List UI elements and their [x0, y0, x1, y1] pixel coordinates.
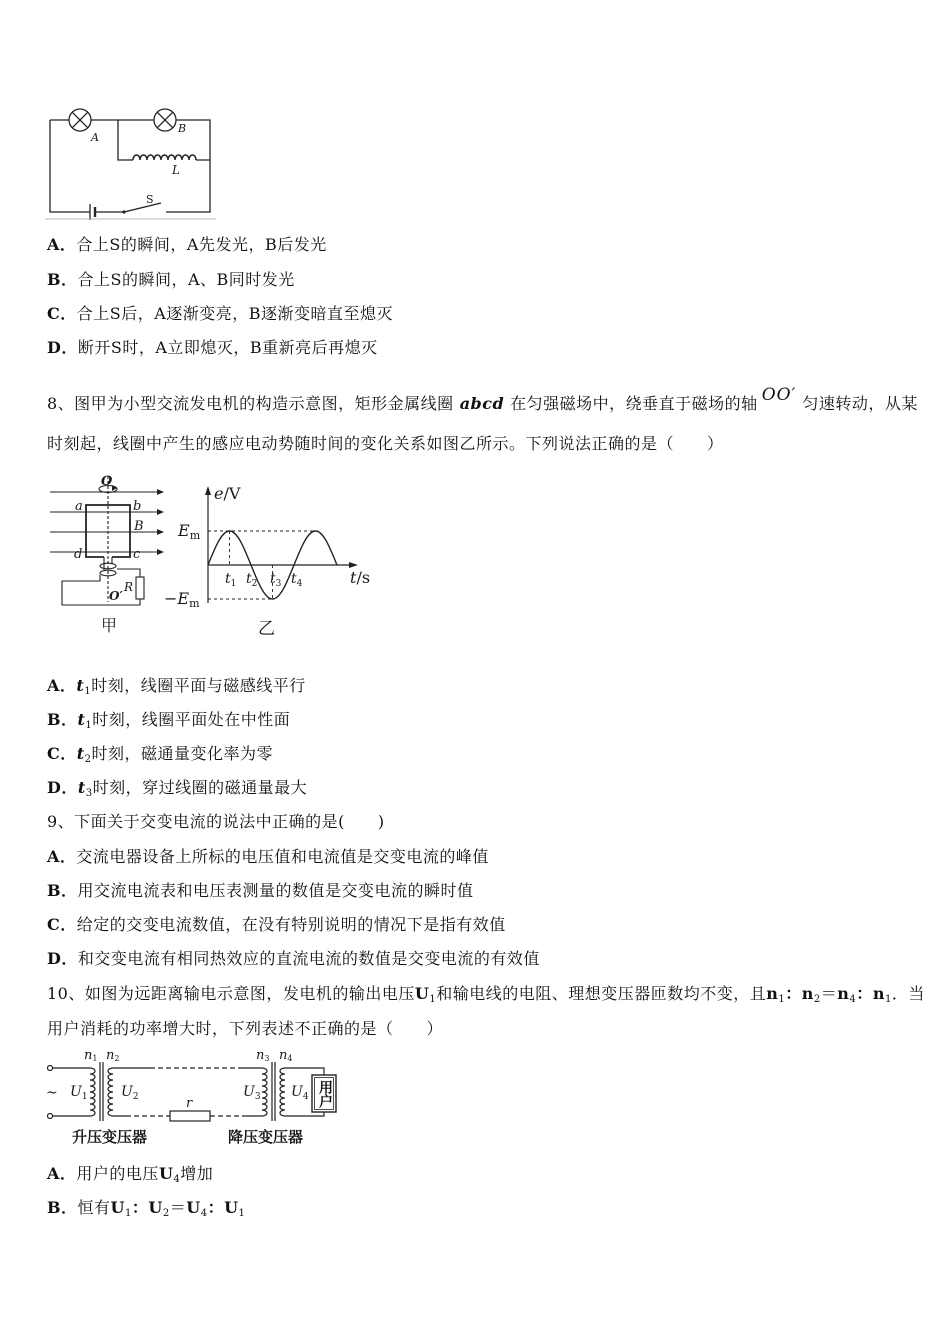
u1-label	[70, 1084, 88, 1102]
q8-generator-diagram	[45, 465, 170, 640]
n3-var: n	[256, 1048, 265, 1063]
ratio-term-2: n	[801, 984, 814, 1003]
u1-var: U	[70, 1084, 82, 1100]
wire-resistance-label: r	[186, 1096, 193, 1111]
option-text: 时刻，磁通量变化率为零	[91, 744, 274, 763]
option-var-sub: 3	[85, 788, 93, 799]
q10-stem-line2-text: 用户消耗的功率增大时，下列表述不正确的是（ ）	[47, 1019, 444, 1038]
line-resistor	[170, 1111, 210, 1121]
y-axis-var: e	[214, 484, 224, 503]
n4-sub: 4	[287, 1054, 293, 1063]
q8-emf-graph	[160, 478, 375, 640]
resistor-label: R	[124, 580, 134, 594]
option-term-1-sub: 1	[125, 1208, 132, 1219]
q7-circuit-diagram	[40, 100, 225, 225]
q8-option-a	[47, 676, 306, 696]
option-term-4: U	[224, 1198, 239, 1217]
lamp-a-cross	[72, 112, 88, 128]
resistor	[136, 577, 144, 599]
lamp-a-label: A	[91, 131, 99, 144]
step-up-primary-coil	[90, 1068, 95, 1116]
option-letter: C．	[47, 744, 77, 763]
option-letter: A．	[47, 676, 77, 695]
source-terminal-top	[48, 1066, 53, 1071]
trough-sub: m	[189, 597, 200, 610]
option-op-2: ＝	[169, 1198, 187, 1217]
tick-t2	[246, 571, 257, 589]
option-var: U	[158, 1164, 174, 1183]
corner-c-label: c	[133, 547, 141, 562]
step-down-primary-coil	[262, 1068, 267, 1116]
n1-sub: 1	[92, 1054, 98, 1063]
q9-option-d	[47, 949, 540, 969]
circuit-wire-left	[50, 120, 90, 212]
u3-sub: 3	[254, 1092, 261, 1102]
lamp-b-label: B	[178, 122, 187, 135]
ratio-term-4-sub: 1	[884, 994, 892, 1005]
field-b-label: B	[134, 519, 144, 534]
tick-t3-var: t	[270, 571, 276, 587]
q9-option-c	[47, 915, 506, 935]
user-load-label: 用户	[317, 1080, 333, 1108]
option-var-sub: 4	[173, 1174, 181, 1185]
option-text: 断开S时，A立即熄灭，B重新亮后再熄灭	[77, 338, 378, 357]
x-axis-unit: /s	[356, 568, 371, 587]
ratio-op-2: ＝	[820, 984, 838, 1003]
switch-pivot	[122, 210, 125, 213]
lamp-b-cross	[157, 112, 173, 128]
trough-label	[164, 589, 200, 610]
x-axis-var: t	[350, 568, 357, 587]
u4-var: U	[291, 1084, 303, 1100]
option-term-3-sub: 4	[200, 1208, 208, 1219]
q8-coil-name: abcd	[459, 394, 505, 413]
inductor-label: L	[172, 163, 180, 177]
option-text: 合上S的瞬间，A先发光，B后发光	[76, 235, 327, 254]
option-letter: B．	[47, 881, 78, 900]
option-var: t	[76, 744, 85, 763]
y-axis-label	[214, 484, 241, 503]
x-axis-label	[350, 568, 370, 587]
option-var-sub: 1	[85, 720, 93, 731]
corner-a-label: a	[75, 499, 83, 514]
q7-option-b	[47, 270, 295, 290]
option-letter: A．	[47, 1164, 77, 1183]
trough-var: E	[177, 589, 190, 608]
q10-u-sub: 1	[429, 994, 437, 1005]
ratio-term-3: n	[837, 984, 850, 1003]
option-term-2: U	[148, 1198, 163, 1217]
u1-sub: 1	[81, 1092, 88, 1102]
ratio-term-4: n	[872, 984, 885, 1003]
step-down-secondary-coil	[280, 1068, 285, 1116]
peak-sub: m	[189, 529, 201, 542]
q7-option-a	[47, 235, 327, 255]
option-text-a: 恒有	[77, 1198, 111, 1217]
n2-label	[106, 1048, 119, 1063]
n1-label	[84, 1048, 97, 1063]
q7-option-c	[47, 304, 393, 324]
q8-stem-part-a: 8、图甲为小型交流发电机的构造示意图，矩形金属线圈	[47, 394, 454, 413]
q8-option-b	[47, 710, 290, 730]
option-term-1: U	[110, 1198, 125, 1217]
option-text: 给定的交变电流数值，在没有特别说明的情况下是指有效值	[76, 915, 506, 934]
step-up-transformer-label: 升压变压器	[72, 1128, 148, 1146]
option-letter: D．	[47, 338, 78, 357]
option-text: 时刻，线圈平面处在中性面	[92, 710, 291, 729]
q7-option-d	[47, 338, 378, 358]
corner-b-label: b	[133, 499, 142, 514]
option-letter: C．	[47, 915, 77, 934]
step-up-secondary-coil	[108, 1068, 113, 1116]
q10-option-b	[47, 1198, 245, 1218]
q8-stem-line2	[47, 434, 724, 454]
option-letter: A．	[47, 235, 77, 254]
option-text-a: 用户的电压	[76, 1164, 159, 1183]
switch-blade	[124, 203, 161, 212]
option-letter: A．	[47, 847, 77, 866]
option-letter: B．	[47, 710, 78, 729]
y-axis-unit: /V	[223, 484, 241, 503]
u2-label	[121, 1084, 139, 1102]
q9-option-b	[47, 881, 474, 901]
q9-option-a	[47, 847, 489, 867]
peak-var: E	[178, 521, 190, 540]
tick-t1-sub: 1	[230, 579, 237, 589]
q10-stem-part-c: ．当	[891, 984, 925, 1003]
option-var-sub: 2	[84, 754, 92, 765]
q8-option-d	[47, 778, 307, 798]
n4-label	[279, 1048, 292, 1063]
tick-t2-var: t	[246, 571, 252, 587]
q10-transmission-diagram	[42, 1043, 347, 1151]
ratio-term-2-sub: 2	[813, 994, 821, 1005]
tick-t1-var: t	[225, 571, 231, 587]
tick-t2-sub: 2	[251, 579, 258, 589]
tick-t1	[225, 571, 236, 589]
q10-stem-part-a: 10、如图为远距离输电示意图，发电机的输出电压	[47, 984, 415, 1003]
option-text: 用交流电流表和电压表测量的数值是交变电流的瞬时值	[77, 881, 474, 900]
option-op-1: ：	[131, 1198, 149, 1217]
axis-bottom-label: O′	[109, 589, 123, 603]
q8-stem-part-b: 在匀强磁场中，绕垂直于磁场的轴	[510, 394, 758, 413]
circuit-wire-inductor-branch	[118, 120, 210, 160]
option-var: t	[77, 778, 86, 797]
q10-stem-part-b: 和输电线的电阻、理想变压器匝数均不变，且	[436, 984, 767, 1003]
option-letter: D．	[47, 778, 78, 797]
n3-label	[256, 1048, 269, 1063]
u3-var: U	[243, 1084, 255, 1100]
corner-d-label: d	[74, 547, 83, 562]
tick-t4-var: t	[291, 571, 297, 587]
ratio-term-3-sub: 4	[849, 994, 857, 1005]
option-text-b: 增加	[180, 1164, 214, 1183]
u3-label	[243, 1084, 261, 1102]
option-term-4-sub: 1	[238, 1208, 246, 1219]
option-letter: B．	[47, 270, 78, 289]
u2-var: U	[121, 1084, 133, 1100]
option-term-2-sub: 2	[162, 1208, 170, 1219]
n2-sub: 2	[114, 1054, 120, 1063]
switch-label: S	[146, 193, 154, 206]
axis-top-label: O	[101, 474, 113, 489]
option-text: 时刻，穿过线圈的磁通量最大	[92, 778, 308, 797]
n2-var: n	[106, 1048, 115, 1063]
option-term-3: U	[186, 1198, 201, 1217]
trough-prefix: −	[164, 589, 178, 608]
tick-t3-sub: 3	[275, 579, 282, 589]
q8-stem-line1	[47, 385, 918, 413]
n4-var: n	[279, 1048, 288, 1063]
ratio-term-1-sub: 1	[778, 994, 786, 1005]
q9-stem	[47, 812, 385, 832]
q8-option-c	[47, 744, 273, 764]
option-text: 合上S的瞬间，A、B同时发光	[77, 270, 295, 289]
option-letter: D．	[47, 949, 78, 968]
option-text: 时刻，线圈平面与磁感线平行	[91, 676, 306, 695]
option-var: t	[76, 676, 85, 695]
option-var: t	[77, 710, 86, 729]
figure-yi-caption: 乙	[258, 619, 275, 639]
option-var-sub: 1	[84, 686, 92, 697]
option-text: 交流电器设备上所标的电压值和电流值是交变电流的峰值	[76, 847, 489, 866]
q8-axis-formula: OO′	[761, 385, 797, 405]
q10-stem-line2	[47, 1019, 443, 1039]
option-letter: B．	[47, 1198, 78, 1217]
inductor-coil	[133, 155, 196, 160]
n3-sub: 3	[264, 1054, 270, 1063]
n1-var: n	[84, 1048, 93, 1063]
ratio-op-3: ：	[856, 984, 873, 1003]
q10-option-a	[47, 1164, 213, 1184]
option-text: 合上S后，A逐渐变亮，B逐渐变暗直至熄灭	[76, 304, 394, 323]
y-axis-arrow	[205, 486, 211, 495]
option-letter: C．	[47, 304, 77, 323]
u4-sub: 4	[302, 1092, 309, 1102]
peak-label	[177, 521, 201, 542]
step-down-transformer-label: 降压变压器	[228, 1128, 304, 1146]
q9-stem-text: 9、下面关于交变电流的说法中正确的是( )	[47, 812, 385, 831]
tick-t3	[270, 571, 282, 589]
figure-jia-caption: 甲	[101, 616, 118, 635]
ratio-term-1: n	[766, 984, 779, 1003]
q10-stem-line1	[47, 984, 925, 1004]
tick-t4-sub: 4	[296, 579, 303, 589]
ratio-op-1: ：	[785, 984, 802, 1003]
option-text: 和交变电流有相同热效应的直流电流的数值是交变电流的有效值	[77, 949, 540, 968]
q8-stem-part-c: 匀速转动，从某	[802, 394, 918, 413]
source-terminal-bottom	[48, 1114, 53, 1119]
q8-stem-line2-text: 时刻起，线圈中产生的感应电动势随时间的变化关系如图乙所示。下列说法正确的是（ ）	[47, 434, 724, 453]
q10-u-var: U	[414, 984, 430, 1003]
option-op-3: ：	[207, 1198, 225, 1217]
u2-sub: 2	[132, 1092, 139, 1102]
tick-t4	[291, 571, 303, 589]
u4-label	[291, 1084, 309, 1102]
ac-source-symbol: ~	[46, 1085, 58, 1101]
